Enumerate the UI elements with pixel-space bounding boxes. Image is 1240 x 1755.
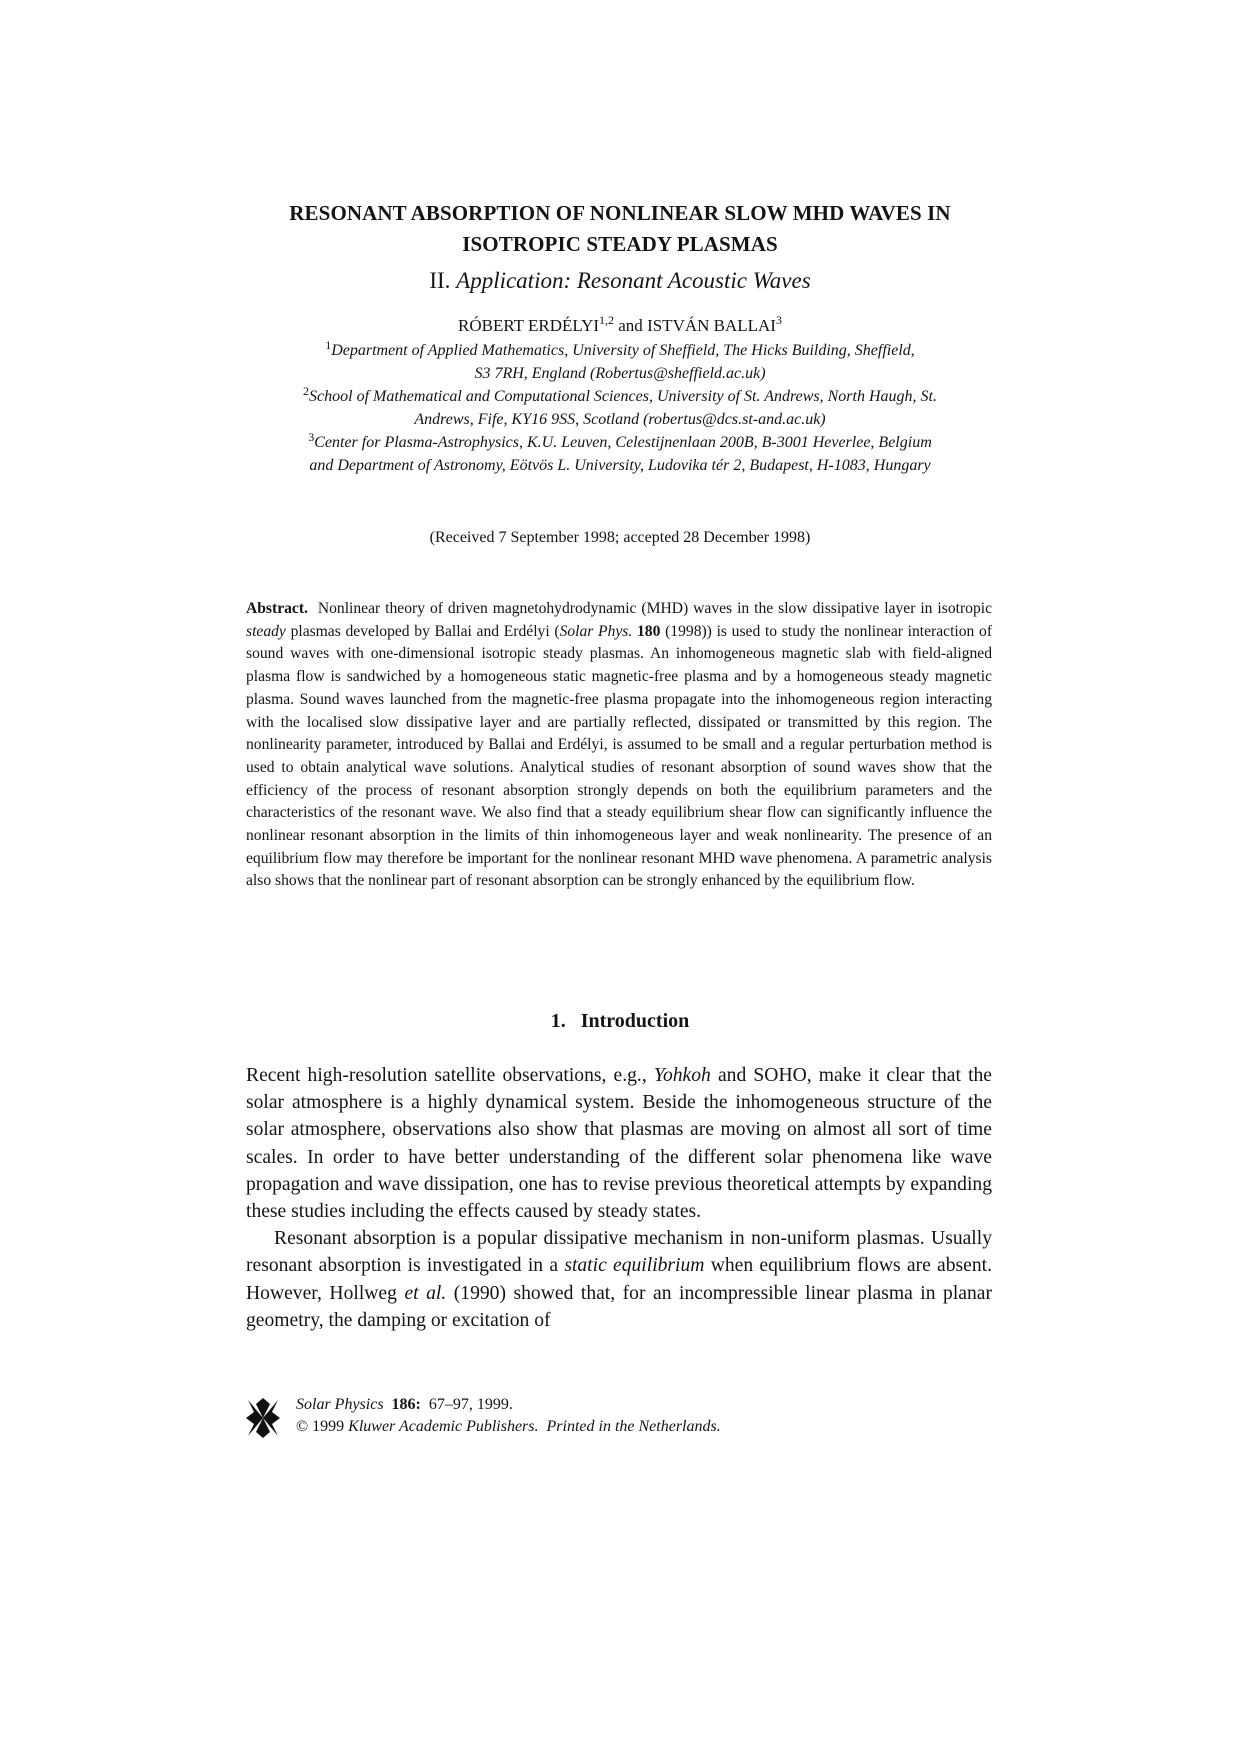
intro-p1-text-b: and SOHO, make it clear that the solar atmosphere is a highly dynamical system. Beside the inhomogeneous structure of the solar atmosphere, observations also show that plasmas are moving on almost all sort of time scales. In order to have better understanding of the different solar phenomena like wave propagation and wave dissipation, one has to revise previous theoretical attempts by expanding these studies including the effects caused by steady states. xyxy=(246,1065,993,1223)
footer-year: 1999 xyxy=(312,1418,345,1435)
author-1: RÓBERT ERDÉLYI xyxy=(458,316,600,335)
introduction-body xyxy=(246,1062,992,1334)
author-2-affiliation: 3 xyxy=(775,313,782,327)
intro-p2-text-a: Resonant absorption is a popular dissipative mechanism in non-uniform plasmas. Usually resonant absorption is investigated in a xyxy=(246,1228,992,1277)
paper-title-line-2: ISOTROPIC STEADY PLASMAS xyxy=(462,232,778,256)
author-conjunction: and xyxy=(618,316,643,335)
affiliation-3-line-2: and Department of Astronomy, Eötvös L. University, Ludovika tér 2, Budapest, H-1083, Hungary xyxy=(309,457,931,474)
intro-paragraph-1 xyxy=(246,1062,992,1225)
abstract-text-2: plasmas developed by Ballai and Erdélyi ( xyxy=(290,622,560,640)
intro-p1-text-a: Recent high-resolution satellite observations, e.g., xyxy=(246,1065,647,1086)
affiliation-1-marker: 1 xyxy=(325,338,332,352)
footer-pages: 67–97, 1999. xyxy=(428,1396,513,1413)
affiliation-1-text: Department of Applied Mathematics, University of Sheffield, The Hicks Building, Sheffield, xyxy=(331,342,915,359)
intro-p2-italic-2: et al. xyxy=(404,1282,447,1304)
footer-line-2 xyxy=(296,1416,721,1438)
abstract-volume: 180 xyxy=(637,622,661,640)
footer-publisher: Kluwer Academic Publishers. xyxy=(348,1418,539,1435)
affiliation-3-text: Center for Plasma-Astrophysics, K.U. Leuven, Celestijnenlaan 200B, B-3001 Heverlee, Belgium xyxy=(314,434,932,451)
affiliation-3-marker: 3 xyxy=(308,430,315,444)
affiliation-2-line-2: Andrews, Fife, KY16 9SS, Scotland (robertus@dcs.st-and.ac.uk) xyxy=(414,411,826,428)
author-2: ISTVÁN BALLAI xyxy=(647,316,776,335)
abstract-text-1: Nonlinear theory of driven magnetohydrodynamic (MHD) waves in the slow dissipative layer in isotropic xyxy=(317,600,993,617)
footer-printed: Printed in the Netherlands. xyxy=(546,1418,721,1435)
paper-title-line-1: RESONANT ABSORPTION OF NONLINEAR SLOW MHD WAVES IN xyxy=(289,201,951,225)
abstract-label: Abstract. xyxy=(246,600,308,617)
section-title: Introduction xyxy=(580,1010,690,1032)
subtitle-text: Application: Resonant Acoustic Waves xyxy=(456,268,811,293)
affiliation-2-text: School of Mathematical and Computational Sciences, University of St. Andrews, North Haugh, St. xyxy=(309,388,937,405)
affiliations xyxy=(0,339,1240,477)
affiliation-1-line-1 xyxy=(0,339,1240,362)
copyright-symbol: © xyxy=(296,1418,309,1435)
intro-p2-text-b: when equilibrium flows are absent. However, Hollweg xyxy=(246,1255,993,1304)
intro-p2-text-c: (1990) showed that, for an incompressible linear plasma in planar geometry, the damping or excitation of xyxy=(246,1282,992,1331)
affiliation-3-line-1 xyxy=(0,431,1240,454)
affiliation-1-line-2: S3 7RH, England (Robertus@sheffield.ac.uk) xyxy=(474,365,766,382)
journal-footer xyxy=(246,1394,992,1444)
footer-citation xyxy=(296,1394,721,1438)
footer-journal: Solar Physics xyxy=(296,1396,384,1413)
paper-title-block xyxy=(0,198,1240,296)
intro-p2-italic-1: static equilibrium xyxy=(564,1255,705,1277)
abstract-italic-steady: steady xyxy=(246,622,286,640)
abstract xyxy=(246,598,992,893)
intro-p1-italic: Yohkoh xyxy=(653,1065,711,1086)
section-number: 1. xyxy=(550,1010,566,1032)
footer-line-1 xyxy=(296,1394,721,1416)
abstract-journal-ref: Solar Phys. xyxy=(559,622,633,640)
intro-paragraph-2 xyxy=(246,1225,992,1334)
footer-volume: 186: xyxy=(391,1396,421,1413)
author-1-affiliation: 1,2 xyxy=(599,313,615,327)
affiliation-2-marker: 2 xyxy=(303,384,310,398)
affiliation-2-line-1 xyxy=(0,385,1240,408)
author-line xyxy=(0,314,1240,338)
abstract-text-3: (1998)) is used to study the nonlinear interaction of sound waves with one-dimensional isotropic steady plasmas. An inhomogeneous magnetic slab with field-aligned plasma flow is sandwiched by a homogeneous static magnetic-free plasma and by a homogeneous steady magnetic plasma. Sound waves launched from the magnetic-free plasma propagate into the inhomogeneous region interacting with the localised slow dissipative layer and are partially reflected, dissipated or transmitted by this region. The nonlinearity parameter, introduced by Ballai and Erdélyi, is assumed to be small and a regular perturbation method is used to obtain analytical wave solutions. Analytical studies of resonant absorption of sound waves show that the efficiency of the process of resonant absorption strongly depends on both the equilibrium parameters and the characteristics of the resonant wave. We also find that a steady equilibrium shear flow can significantly influence the nonlinear resonant absorption in the limits of thin inhomogeneous layer and weak nonlinearity. The presence of an equilibrium flow may therefore be important for the nonlinear resonant MHD wave phenomena. A parametric analysis also shows that the nonlinear part of resonant absorption can be strongly enhanced by the equilibrium flow. xyxy=(246,622,993,890)
publisher-logo-icon xyxy=(246,1398,280,1438)
subtitle-number: II. xyxy=(429,268,451,293)
section-heading-introduction xyxy=(0,1008,1240,1034)
received-dates: (Received 7 September 1998; accepted 28 December 1998) xyxy=(429,529,811,546)
paper-subtitle xyxy=(0,266,1240,296)
